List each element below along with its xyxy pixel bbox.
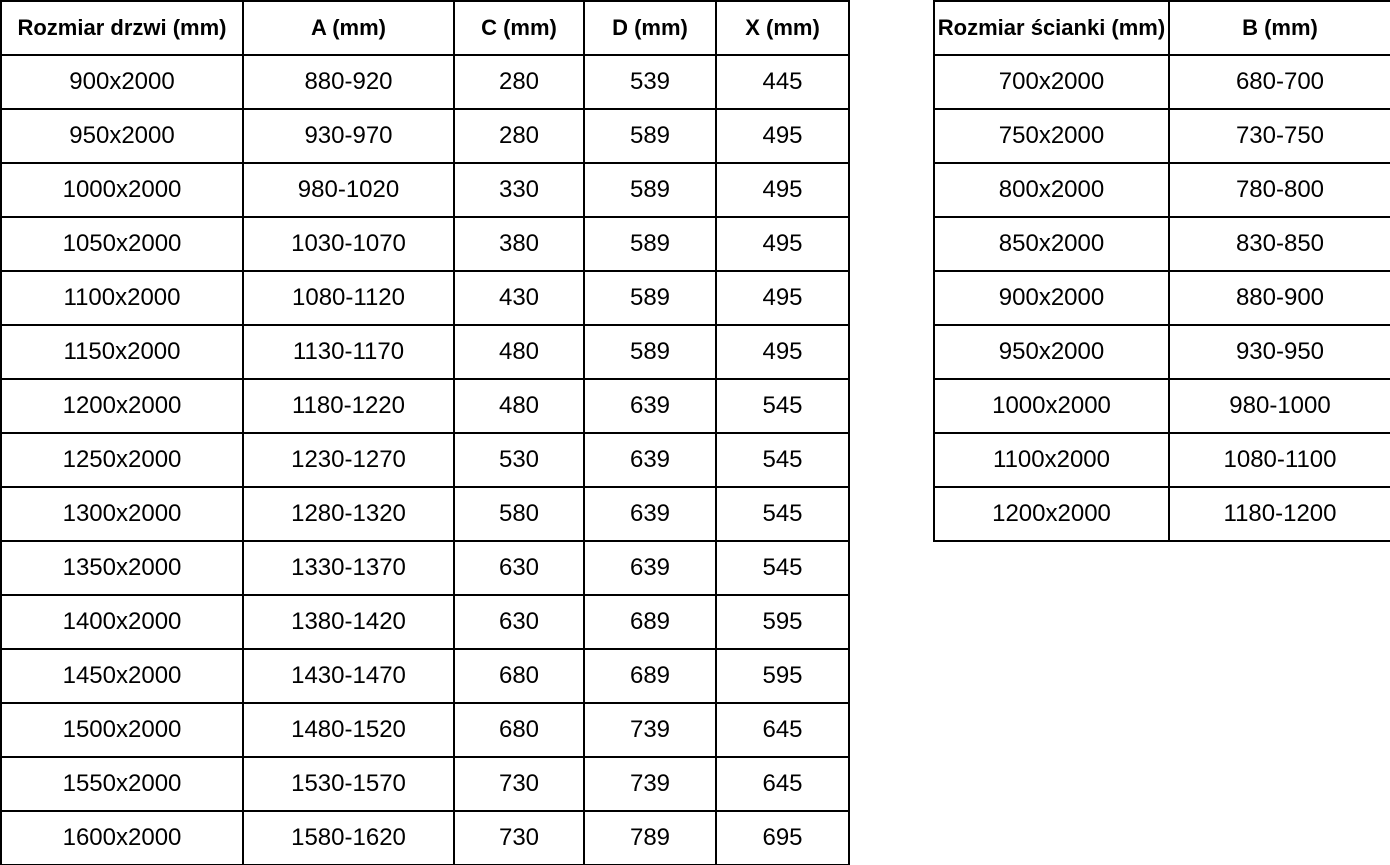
table-row <box>1 757 849 811</box>
door-dimension-cell: 1100x2000 <box>1 271 243 325</box>
door-dimension-cell: 480 <box>454 325 584 379</box>
door-dimension-cell: 589 <box>584 109 716 163</box>
door-dimension-cell: 1300x2000 <box>1 487 243 541</box>
door-dimension-cell: 1600x2000 <box>1 811 243 865</box>
door-dimension-cell: 589 <box>584 271 716 325</box>
door-dimension-cell: 530 <box>454 433 584 487</box>
table-row <box>1 811 849 865</box>
wall-dimension-cell: 1000x2000 <box>934 379 1169 433</box>
door-dimension-cell: 595 <box>716 595 849 649</box>
wall-dimension-cell: 830-850 <box>1169 217 1390 271</box>
door-dimension-cell: 1280-1320 <box>243 487 454 541</box>
door-dimension-cell: 639 <box>584 487 716 541</box>
door-dimension-cell: 545 <box>716 541 849 595</box>
door-dimension-cell: 1030-1070 <box>243 217 454 271</box>
wall-dimension-cell: 900x2000 <box>934 271 1169 325</box>
dim-x-header: X (mm) <box>716 1 849 55</box>
wall-dimension-cell: 1200x2000 <box>934 487 1169 541</box>
table-row <box>934 163 1390 217</box>
table-row <box>1 379 849 433</box>
dim-c-header: C (mm) <box>454 1 584 55</box>
door-dimension-cell: 480 <box>454 379 584 433</box>
door-dimension-cell: 1130-1170 <box>243 325 454 379</box>
door-dimension-cell: 730 <box>454 811 584 865</box>
wall-dimensions-table <box>933 0 1390 542</box>
table-row <box>1 55 849 109</box>
wall-dimension-cell: 880-900 <box>1169 271 1390 325</box>
door-dimension-cell: 1050x2000 <box>1 217 243 271</box>
door-dimension-cell: 950x2000 <box>1 109 243 163</box>
door-dimension-cell: 1200x2000 <box>1 379 243 433</box>
table-row <box>934 325 1390 379</box>
door-dimension-cell: 595 <box>716 649 849 703</box>
table-row <box>1 271 849 325</box>
door-dimension-cell: 445 <box>716 55 849 109</box>
door-dimension-cell: 689 <box>584 649 716 703</box>
door-dimension-cell: 1530-1570 <box>243 757 454 811</box>
table-row <box>934 217 1390 271</box>
door-dimension-cell: 280 <box>454 55 584 109</box>
door-dimension-cell: 580 <box>454 487 584 541</box>
wall-dimension-cell: 1100x2000 <box>934 433 1169 487</box>
table-row <box>934 55 1390 109</box>
table-row <box>1 433 849 487</box>
door-dimension-cell: 589 <box>584 325 716 379</box>
door-dimension-cell: 430 <box>454 271 584 325</box>
dim-d-header: D (mm) <box>584 1 716 55</box>
table-row <box>934 433 1390 487</box>
door-dimension-cell: 1400x2000 <box>1 595 243 649</box>
door-dimension-cell: 545 <box>716 433 849 487</box>
table-row <box>1 541 849 595</box>
door-dimension-cell: 980-1020 <box>243 163 454 217</box>
wall-table-header-row <box>934 1 1390 55</box>
door-dimension-cell: 545 <box>716 487 849 541</box>
wall-dimension-cell: 950x2000 <box>934 325 1169 379</box>
door-dimension-cell: 1080-1120 <box>243 271 454 325</box>
table-row <box>1 217 849 271</box>
door-dimension-cell: 680 <box>454 649 584 703</box>
door-dimension-cell: 589 <box>584 163 716 217</box>
door-table-header-row <box>1 1 849 55</box>
wall-dimension-cell: 1080-1100 <box>1169 433 1390 487</box>
door-dimension-cell: 639 <box>584 541 716 595</box>
wall-dimension-cell: 730-750 <box>1169 109 1390 163</box>
door-dimension-cell: 1500x2000 <box>1 703 243 757</box>
wall-dimension-cell: 1180-1200 <box>1169 487 1390 541</box>
door-dimension-cell: 930-970 <box>243 109 454 163</box>
door-dimension-cell: 1150x2000 <box>1 325 243 379</box>
wall-dimension-cell: 780-800 <box>1169 163 1390 217</box>
door-size-header: Rozmiar drzwi (mm) <box>1 1 243 55</box>
table-row <box>1 487 849 541</box>
door-dimension-cell: 630 <box>454 541 584 595</box>
door-dimension-cell: 1230-1270 <box>243 433 454 487</box>
wall-dimension-cell: 750x2000 <box>934 109 1169 163</box>
door-dimension-cell: 639 <box>584 379 716 433</box>
door-dimension-cell: 645 <box>716 757 849 811</box>
door-dimension-cell: 495 <box>716 217 849 271</box>
door-dimension-cell: 495 <box>716 109 849 163</box>
door-dimension-cell: 1380-1420 <box>243 595 454 649</box>
table-row <box>1 325 849 379</box>
door-dimension-cell: 880-920 <box>243 55 454 109</box>
door-dimension-cell: 1480-1520 <box>243 703 454 757</box>
door-dimension-cell: 380 <box>454 217 584 271</box>
door-dimension-cell: 280 <box>454 109 584 163</box>
door-dimension-cell: 589 <box>584 217 716 271</box>
door-dimension-cell: 495 <box>716 163 849 217</box>
wall-dimension-cell: 980-1000 <box>1169 379 1390 433</box>
table-row <box>934 487 1390 541</box>
door-dimension-cell: 645 <box>716 703 849 757</box>
wall-dimension-cell: 800x2000 <box>934 163 1169 217</box>
door-dimension-cell: 730 <box>454 757 584 811</box>
table-row <box>934 109 1390 163</box>
wall-dimension-cell: 700x2000 <box>934 55 1169 109</box>
door-dimension-cell: 1330-1370 <box>243 541 454 595</box>
door-dimension-cell: 330 <box>454 163 584 217</box>
door-dimension-cell: 545 <box>716 379 849 433</box>
door-dimension-cell: 495 <box>716 325 849 379</box>
door-dimension-cell: 680 <box>454 703 584 757</box>
door-dimension-cell: 1350x2000 <box>1 541 243 595</box>
table-row <box>1 163 849 217</box>
door-dimension-cell: 539 <box>584 55 716 109</box>
table-row <box>1 703 849 757</box>
door-dimension-cell: 900x2000 <box>1 55 243 109</box>
dim-b-header: B (mm) <box>1169 1 1390 55</box>
door-dimension-cell: 1580-1620 <box>243 811 454 865</box>
wall-dimension-cell: 680-700 <box>1169 55 1390 109</box>
door-dimension-cell: 1430-1470 <box>243 649 454 703</box>
door-dimension-cell: 1250x2000 <box>1 433 243 487</box>
wall-dimension-cell: 850x2000 <box>934 217 1169 271</box>
door-dimension-cell: 689 <box>584 595 716 649</box>
door-dimension-cell: 789 <box>584 811 716 865</box>
door-dimension-cell: 739 <box>584 703 716 757</box>
dim-a-header: A (mm) <box>243 1 454 55</box>
wall-size-header: Rozmiar ścianki (mm) <box>934 1 1169 55</box>
door-dimension-cell: 1450x2000 <box>1 649 243 703</box>
door-dimension-cell: 739 <box>584 757 716 811</box>
door-dimension-cell: 1180-1220 <box>243 379 454 433</box>
door-dimension-cell: 1000x2000 <box>1 163 243 217</box>
table-row <box>1 595 849 649</box>
door-dimension-cell: 695 <box>716 811 849 865</box>
table-row <box>1 109 849 163</box>
door-dimension-cell: 495 <box>716 271 849 325</box>
table-row <box>934 271 1390 325</box>
door-dimension-cell: 630 <box>454 595 584 649</box>
table-row <box>934 379 1390 433</box>
door-dimension-cell: 639 <box>584 433 716 487</box>
wall-dimension-cell: 930-950 <box>1169 325 1390 379</box>
door-dimension-cell: 1550x2000 <box>1 757 243 811</box>
table-row <box>1 649 849 703</box>
